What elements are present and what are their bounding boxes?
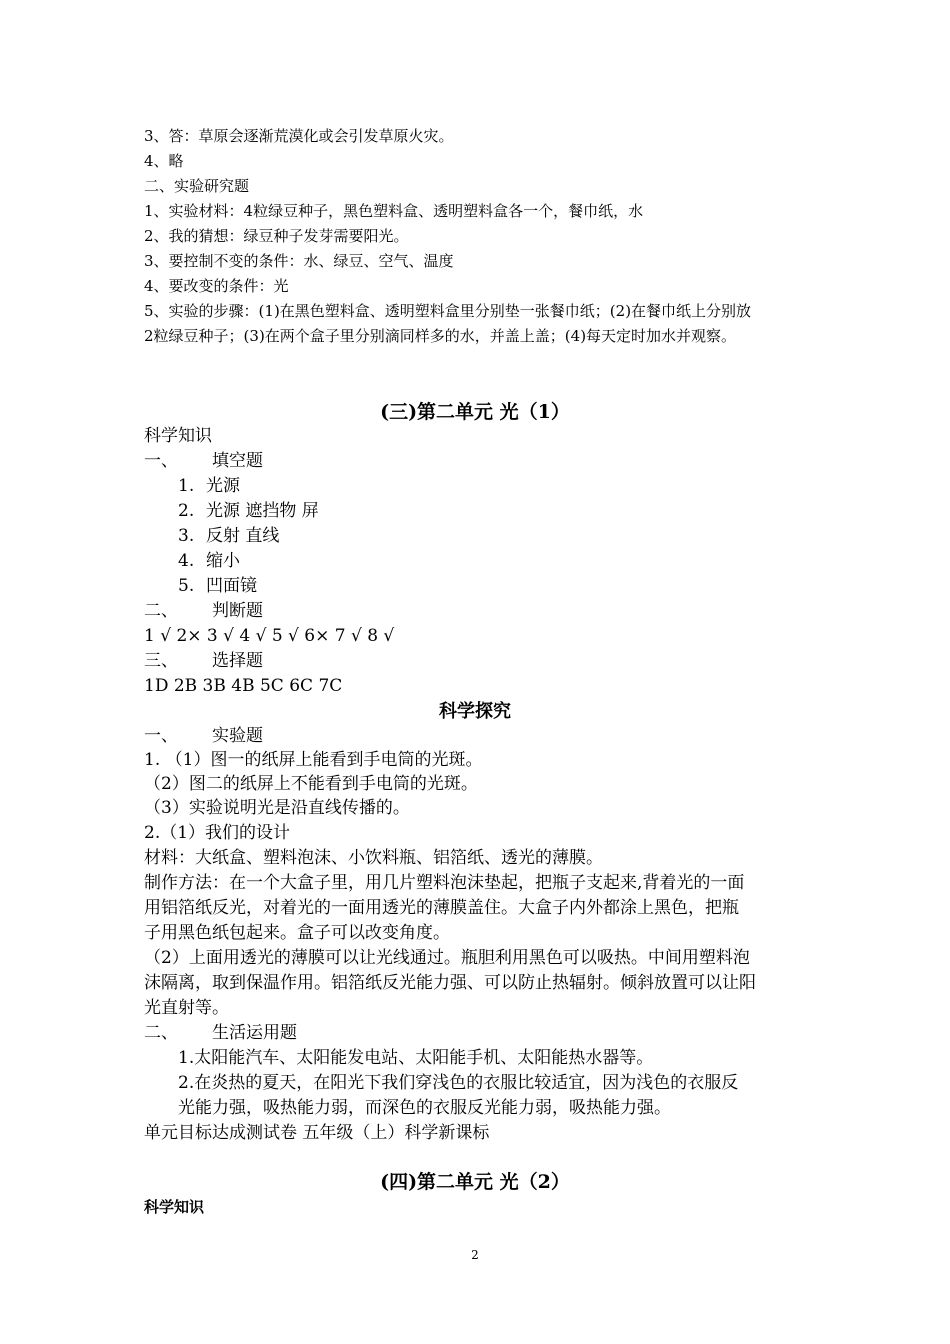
experiment-heading: 一、 实验题 (144, 726, 263, 746)
life-line: 光能力强，吸热能力弱，而深色的衣服反光能力弱，吸热能力强。 (178, 1098, 671, 1118)
life-heading: 二、 生活运用题 (144, 1023, 297, 1043)
prev-line-7: 4、要改变的条件：光 (144, 277, 289, 295)
experiment-line: 制作方法：在一个大盒子里，用几片塑料泡沫垫起，把瓶子支起来,背着光的一面 (144, 873, 745, 893)
fill-item: 4. 缩小 (178, 551, 240, 571)
prev-line-6: 3、要控制不变的条件：水、绿豆、空气、温度 (144, 252, 454, 270)
choice-heading: 三、 选择题 (144, 651, 263, 671)
unit3-knowledge-label: 科学知识 (144, 426, 212, 446)
judge-heading: 二、 判断题 (144, 601, 263, 621)
prev-line-4: 1、实验材料：4粒绿豆种子，黑色塑料盒、透明塑料盒各一个，餐巾纸，水 (144, 202, 644, 220)
experiment-line: （2）上面用透光的薄膜可以让光线通过。瓶胆利用黑色可以吸热。中间用塑料泡 (144, 948, 750, 968)
prev-line-8: 5、实验的步骤：(1)在黑色塑料盒、透明塑料盒里分别垫一张餐巾纸；(2)在餐巾纸上分别放 (144, 302, 752, 320)
prev-line-1: 3、答：草原会逐渐荒漠化或会引发草原火灾。 (144, 127, 454, 145)
experiment-line: 用铝箔纸反光，对着光的一面用透光的薄膜盖住。大盒子内外都涂上黑色，把瓶 (144, 898, 739, 918)
choice-answers: 1D 2B 3B 4B 5C 6C 7C (144, 676, 343, 696)
unit3-title: (三)第二单元 光（1） (380, 401, 570, 423)
fill-item: 1. 光源 (178, 476, 240, 496)
footer-line: 单元目标达成测试卷 五年级（上）科学新课标 (144, 1123, 490, 1143)
prev-line-9: 2粒绿豆种子；(3)在两个盒子里分别滴同样多的水，并盖上盖；(4)每天定时加水并观察。 (144, 327, 737, 345)
prev-line-3: 二、实验研究题 (144, 177, 250, 195)
experiment-line: 材料：大纸盒、塑料泡沫、小饮料瓶、铝箔纸、透光的薄膜。 (144, 848, 603, 868)
fill-item: 5. 凹面镜 (178, 576, 257, 596)
judge-answers: 1 √ 2× 3 √ 4 √ 5 √ 6× 7 √ 8 √ (144, 626, 395, 646)
fill-heading-label: 填空题 (212, 451, 263, 471)
page-number: 2 (471, 1248, 479, 1262)
experiment-line: （2）图二的纸屏上不能看到手电筒的光斑。 (144, 774, 478, 794)
experiment-line: 子用黑色纸包起来。盒子可以改变角度。 (144, 923, 450, 943)
fill-heading (144, 449, 263, 473)
prev-line-2: 4、略 (144, 152, 184, 170)
explore-title: 科学探究 (439, 701, 511, 722)
experiment-line: （3）实验说明光是沿直线传播的。 (144, 798, 410, 818)
experiment-line: 1. （1）图一的纸屏上能看到手电筒的光斑。 (144, 750, 483, 770)
fill-heading-num: 一、 (144, 451, 178, 471)
experiment-line: 光直射等。 (144, 998, 229, 1018)
experiment-line: 2.（1）我们的设计 (144, 823, 291, 843)
fill-item: 3. 反射 直线 (178, 526, 280, 546)
prev-line-5: 2、我的猜想：绿豆种子发芽需要阳光。 (144, 227, 409, 245)
unit4-title: (四)第二单元 光（2） (380, 1171, 570, 1193)
life-line: 2.在炎热的夏天，在阳光下我们穿浅色的衣服比较适宜，因为浅色的衣服反 (178, 1073, 739, 1093)
fill-item: 2. 光源 遮挡物 屏 (178, 501, 319, 521)
life-line: 1.太阳能汽车、太阳能发电站、太阳能手机、太阳能热水器等。 (178, 1048, 654, 1068)
unit4-knowledge-label: 科学知识 (144, 1198, 205, 1216)
experiment-line: 沫隔离，取到保温作用。铝箔纸反光能力强、可以防止热辐射。倾斜放置可以让阳 (144, 973, 756, 993)
